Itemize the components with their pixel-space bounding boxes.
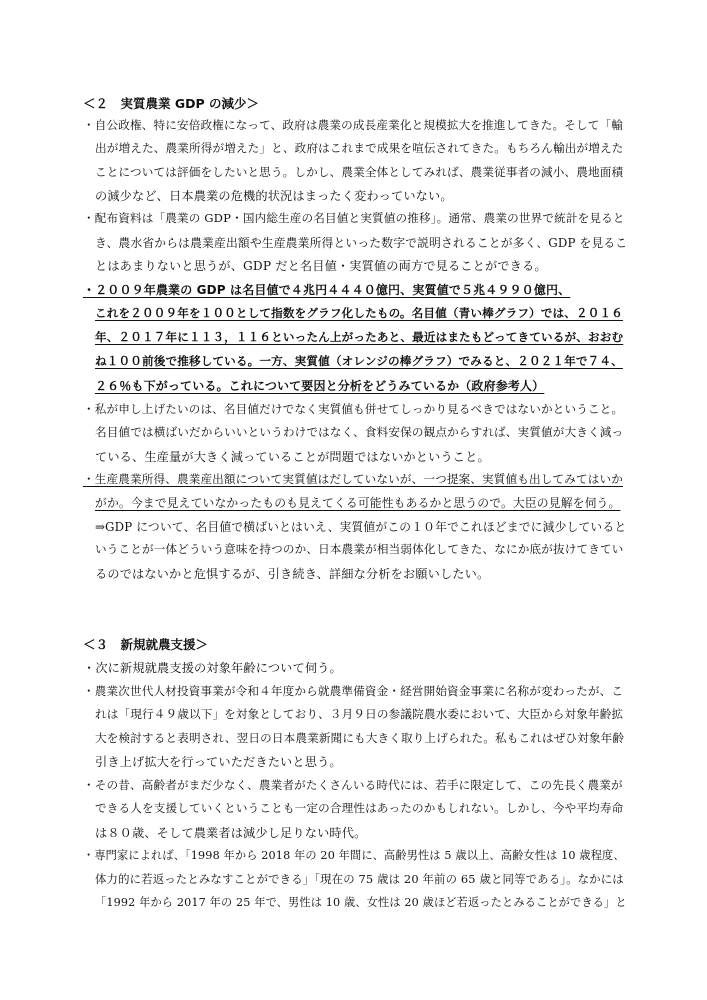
paragraph-line: 出が増えた、農業所得が増えた」と、政府はこれまで成果を喧伝されてきた。もちろん輸出が増えた: [95, 141, 624, 155]
paragraph-line: 引き上げ拡大を行っていただきたいと思う。: [95, 755, 342, 769]
emphasized-line: ね１００前後で推移している。一方、実質値（オレンジの棒グラフ）でみると、２０２１年で７４、: [95, 354, 623, 368]
paragraph-line: ・私が申し上げたいのは、名目値だけでなく実質値も併せてしっかり見るべきではないかということ。: [83, 402, 624, 416]
paragraph-line: き、農水省からは農業産出額や生産農業所得といった数字で説明されることが多く、GDP を見るこ: [95, 236, 628, 250]
paragraph-line: ・配布資料は「農業の GDP・国内総生産の名目値と実質値の推移」。通常、農業の世界で統計を見ると: [83, 211, 625, 225]
paragraph-line: ・次に新規就農支援の対象年齢について伺う。: [83, 661, 342, 675]
paragraph-line: ・専門家によれば、「1998 年から 2018 年の 20 年間に、高齢男性は 5 歳以上、高齢女性は 10 歳程度、: [83, 849, 625, 862]
paragraph-line: ・自公政権、特に安倍政権になって、政府は農業の成長産業化と規模拡大を推進してきた。そして「輸: [83, 118, 623, 132]
paragraph-line: ことについては評価をしたいと思う。しかし、農業全体としてみれば、農業従事者の減小、農地面積: [95, 165, 624, 179]
paragraph-line: 名目値では横ばいだからいいというわけではなく、食料安保の観点からすれば、実質値が大きく減っ: [95, 425, 624, 439]
paragraph-line: ・その昔、高齢者がまだ少なく、農業者がたくさんいる時代には、若手に限定して、この先長く農業が: [83, 778, 623, 792]
paragraph-line: 大を検討すると表明され、翌日の日本農業新聞にも大きく取り上げられた。私もこれはぜひ対象年齢: [95, 731, 625, 745]
paragraph-line: は８０歳、そして農業者は減少し足りない時代。: [95, 826, 367, 840]
underlined-line: ・生産農業所得、農業産出額について実質値はだしていないが、一つ提案、実質値も出してみてはいか: [83, 472, 623, 486]
emphasized-line: ・２００９年農業の GDP は名目値で４兆円４４４０億円、実質値で５兆４９９０億円、: [83, 283, 571, 297]
paragraph-line: とはあまりないと思うが、GDP だと名目値・実質値の両方で見ることができる。: [95, 259, 547, 273]
emphasized-line: 年、２０１７年に１１３，１１６といったん上がったあと、最近はまたもどってきているが、おおむ: [95, 330, 624, 344]
paragraph-line: の減少など、日本農業の危機的状況はまったく変わっていない。: [95, 189, 453, 203]
paragraph-line: ⇒GDP について、名目値で横ばいとはいえ、実質値がこの１０年でこれほどまでに減少していると: [95, 520, 627, 534]
paragraph-line: るのではないかと危惧するが、引き続き、詳細な分析をお願いしたい。: [95, 567, 490, 581]
paragraph-line: ている、生産量が大きく減っていることが問題ではないかということ。: [95, 450, 490, 464]
paragraph-line: いうことが一体どういう意味を持つのか、日本農業が相当弱体化してきた、なにか底が抜けてきてい: [95, 542, 624, 556]
paragraph-line: できる人を支援していくということも一定の合理性はあったのかもしれない。しかし、今や平均寿命: [95, 801, 624, 815]
emphasized-line: これを２００９年を１００として指数をグラフ化したもの。名目値（青い棒グラフ）では、２０１６: [95, 306, 624, 320]
emphasized-line: ２６％も下がっている。これについて要因と分析をどうみているか（政府参考人）: [95, 379, 545, 393]
paragraph-line: ・農業次世代人材投資事業が令和４年度から就農準備資金・経営開始資金事業に名称が変わったが、こ: [83, 684, 624, 698]
underlined-line: がか。今まで見えていなかったものも見えてくる可能性もあるかと思うので。大臣の見解を伺う。: [95, 496, 621, 510]
section-3-heading: ＜３ 新規就農支援＞: [83, 637, 209, 652]
paragraph-line: 体力的に若返ったとみなすことができる」「現在の 75 歳は 20 年前の 65 歳と同等である」。なかには: [95, 872, 624, 886]
paragraph-line: 「1992 年から 2017 年の 25 年で、男性は 10 歳、女性は 20 歳ほど若返ったとみることができる」と: [95, 896, 627, 909]
section-2-heading: ＜２ 実質農業 GDP の減少＞: [83, 96, 260, 111]
paragraph-line: れは「現行４９歳以下」を対象としており、３月９日の参議院農水委において、大臣から対象年齢拡: [95, 707, 624, 721]
